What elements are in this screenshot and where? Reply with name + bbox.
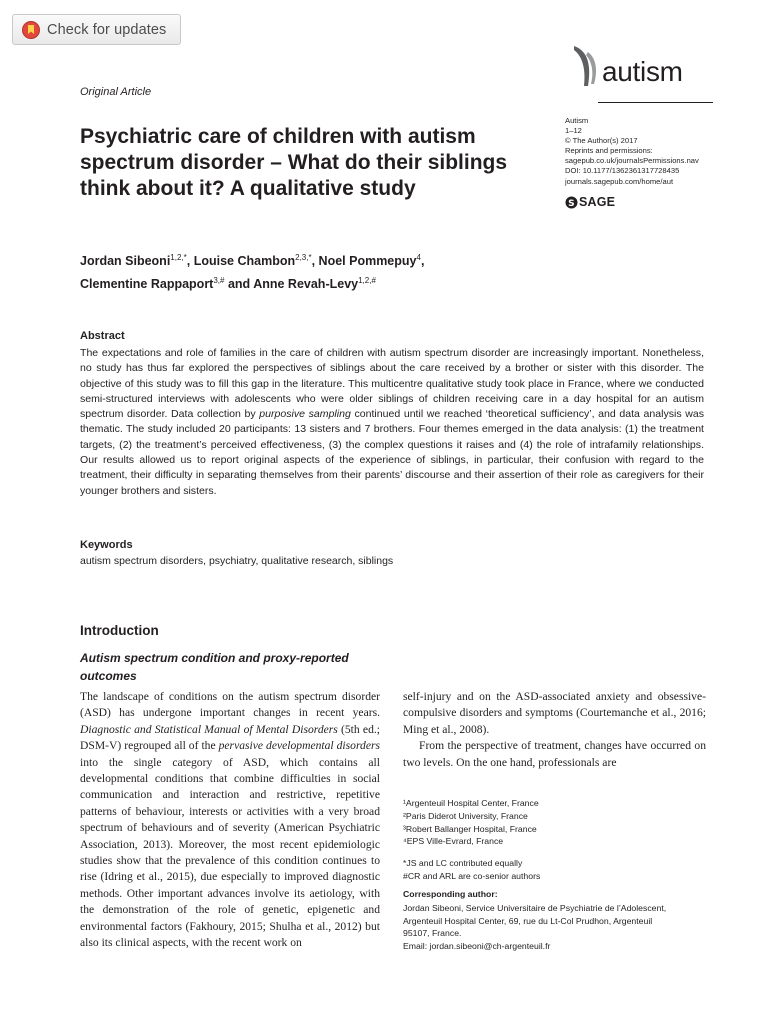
- corresponding-author-heading: Corresponding author:: [403, 889, 498, 899]
- journal-logo-text: autism: [602, 56, 683, 87]
- corresponding-line: Argenteuil Hospital Center, 69, rue du Lt-Col Prudhon, Argenteuil: [403, 915, 653, 926]
- author: Noel Pommepuy$^4$,: [318, 253, 425, 268]
- article-title: Psychiatric care of children with autism spectrum disorder – What do their siblings think about it? A qualitative study: [80, 125, 508, 200]
- sage-s-icon: [565, 196, 578, 209]
- journal-name: Autism: [565, 116, 589, 125]
- doi[interactable]: DOI: 10.1177/1362361317728435: [565, 166, 680, 176]
- logo-divider: [598, 102, 713, 103]
- body-paragraph: From the perspective of treatment, changes have occurred on two levels. On the one hand, professionals are: [403, 739, 706, 769]
- journal-metadata: [565, 116, 699, 187]
- body-paragraph: self-injury and on the ASD-associated anxiety and obsessive-compulsive disorders and symptoms (Courtemanche et al., 2016; Ming et al., 2008).: [403, 690, 706, 736]
- author: Louise Chambon$^{2,3,*}$,: [193, 253, 319, 268]
- abstract-text: The expectations and role of families in the care of children with autism spectrum disorder are increasingly important. Nonetheless, no study has thus far explored the perspectives of siblings about the care received by a brother or sister with this disorder. The objective of this study was to fill this gap in the literature. This multicentre qualitative study took place in France, where we conducted semi-structured interviews with adolescents who were older siblings of children receiving care in a day hospital for an autism spectrum disorder. Data collection by purposive sampling continued until we reached ‘theoretical sufficiency’, and data analysis was thematic. The study included 20 participants: 13 sisters and 7 brothers. Four themes emerged in the data analysis: (1) the treatment targets, (2) the treatment’s perceived effectiveness, (3) the complex questions it raises and (4) the role of intrafamily relationships. Our results allowed us to report original aspects of the experience of siblings, in particular, their confusion with regard to the treatment, their difficulty in separating themselves from their parents’ discourse and their assertion of their role as caregivers for their younger brothers and sisters.: [80, 347, 705, 497]
- corresponding-email[interactable]: Email: jordan.sibeoni@ch-argenteuil.fr: [403, 940, 551, 951]
- crossmark-icon: [22, 21, 40, 39]
- article-type: Original Article: [80, 86, 152, 98]
- autism-logo-icon: [570, 44, 600, 88]
- reprints-label: Reprints and permissions:: [565, 146, 653, 156]
- author: Jordan Sibeoni$^{1,2,*}$,: [80, 253, 194, 268]
- introduction-heading: Introduction: [80, 623, 159, 638]
- journal-link[interactable]: journals.sagepub.com/home/aut: [565, 176, 674, 186]
- check-for-updates-badge[interactable]: [12, 14, 181, 45]
- body-paragraph: The landscape of conditions on the autism spectrum disorder (ASD) has undergone important changes in recent years. Diagnostic and Statistical Manual of Mental Disorders (5th ed.; DSM-V) regrouped all of the pervasive developmental disorders into the single category of ASD, which contains all developmental conditions that combine difficulties in social communication and interaction and restrictive, repetitive patterns of behaviour, interests or activities with a very broad spectrum of behaviours and of severity (American Psychiatric Association, 2013). Moreover, the most recent epidemiologic studies show that the prevalence of this condition continues to rise (Idring et al., 2015), due especially to improved diagnostic methods. Other important advances involve its aetiology, with the demonstration of the role of genetic, epigenetic and environmental factors (Fakhoury, 2015; Shulha et al., 2012) but also its clinical aspects, with the recent work on: [80, 690, 380, 950]
- copyright: © The Author(s) 2017: [565, 136, 638, 146]
- author: Clementine Rappaport$^{3,\#}$ and: [80, 276, 254, 291]
- abstract-heading: Abstract: [80, 330, 125, 342]
- reprints-link[interactable]: sagepub.co.uk/journalsPermissions.nav: [565, 156, 699, 166]
- affiliation: ⁴EPS Ville-Evrard, France: [403, 836, 504, 847]
- affiliations: [403, 797, 539, 848]
- journal-logo: [570, 44, 683, 88]
- affiliation: ³Robert Ballanger Hospital, France: [403, 823, 537, 834]
- author: Anne Revah-Levy$^{1,2,\#}$: [253, 276, 376, 291]
- page-range: 1–12: [565, 126, 582, 136]
- author-list: [80, 248, 550, 294]
- corresponding-author-details: [403, 902, 713, 952]
- corresponding-line: Jordan Sibeoni, Service Universitaire de Psychiatrie de l’Adolescent,: [403, 903, 667, 913]
- publisher-logo: [565, 195, 615, 209]
- body-column-right: [403, 689, 706, 771]
- svg-text:S: S: [568, 198, 575, 209]
- author-note: #CR and ARL are co-senior authors: [403, 870, 541, 881]
- author-note: *JS and LC contributed equally: [403, 858, 523, 868]
- keywords-heading: Keywords: [80, 539, 133, 551]
- publisher-name: SAGE: [579, 195, 616, 209]
- check-for-updates-label: Check for updates: [47, 21, 167, 38]
- affiliation: ²Paris Diderot University, France: [403, 810, 528, 821]
- affiliation: ¹Argenteuil Hospital Center, France: [403, 798, 539, 808]
- corresponding-line: 95107, France.: [403, 928, 462, 939]
- subsection-heading: Autism spectrum condition and proxy-reported outcomes: [80, 651, 349, 683]
- body-column-left: [80, 689, 380, 952]
- author-notes: [403, 857, 540, 883]
- keywords-text: autism spectrum disorders, psychiatry, qualitative research, siblings: [80, 555, 394, 567]
